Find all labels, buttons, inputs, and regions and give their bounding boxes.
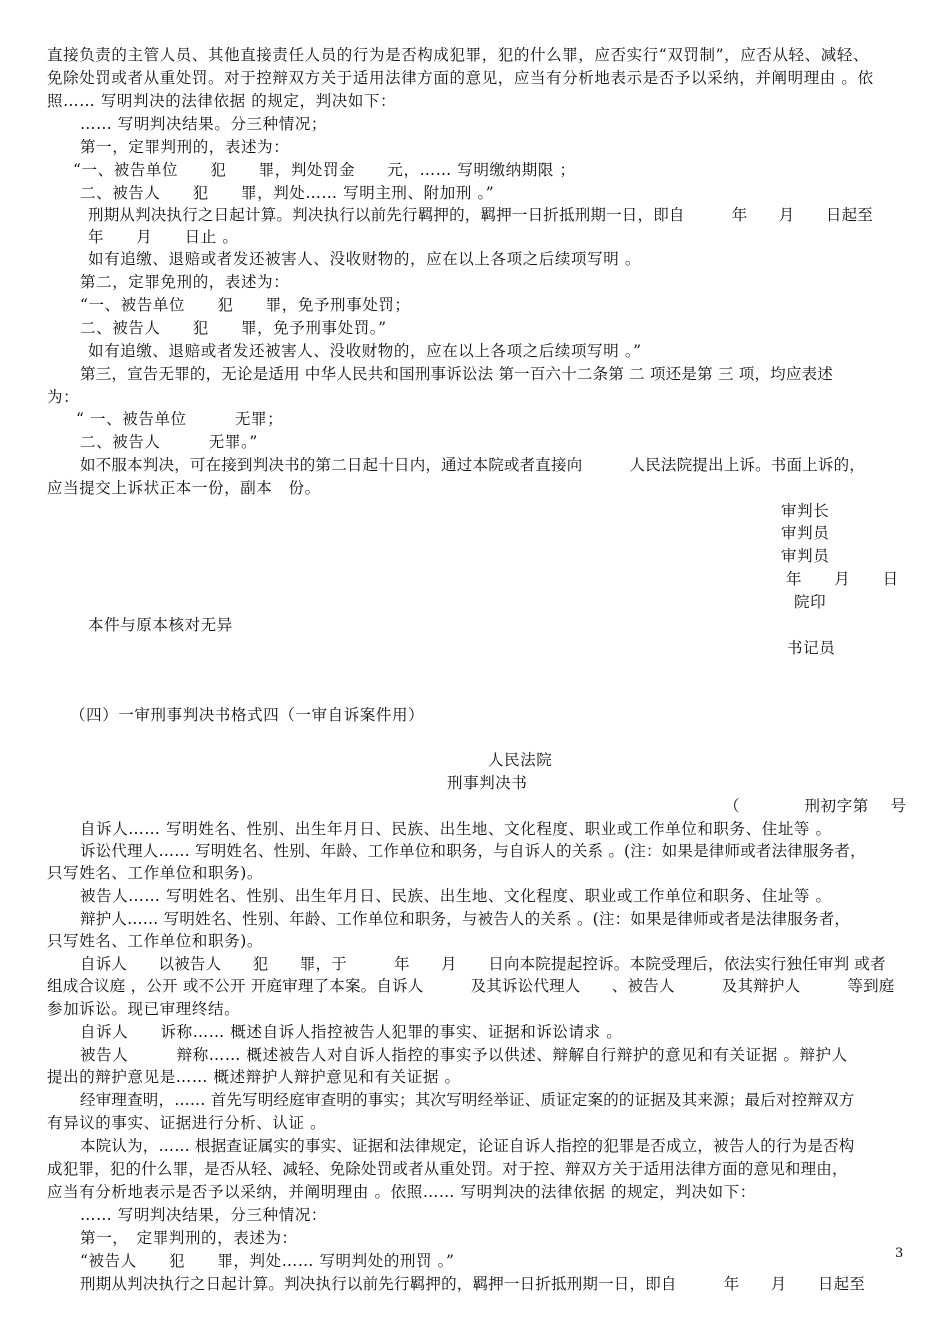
text-line-13: 二、被告人 犯 罪，免予刑事处罚。” [80, 319, 387, 337]
text-line-3: 照…… 写明判决的法律依据 的规定，判决如下： [47, 92, 397, 110]
text-line-42: 被告人 辩称…… 概述被告人对自诉人指控的事实予以供述、辩解自行辩护的意见和有关证据 。辩护人 [80, 1046, 848, 1064]
signature-presiding-judge: 审判长 [781, 502, 830, 520]
text-line-36: 辩护人…… 写明姓名、性别、年龄、工作单位和职务，与被告人的关系 。(注：如果是律师或者是法律服务者， [80, 910, 851, 928]
text-line-19: 如不服本判决，可在接到判决书的第二日起十日内，通过本院或者直接向 人民法院提出上诉。书面上诉的， [80, 456, 866, 474]
document-title: 刑事判决书 [447, 774, 528, 792]
signature-judge-2: 审判员 [781, 547, 830, 565]
text-line-4: …… 写明判决结果。分三种情况； [80, 115, 328, 133]
text-line-1: 直接负责的主管人员、其他直接责任人员的行为是否构成犯罪，犯的什么罪，应否实行“双罚制”，应否从轻、减轻、 [47, 46, 870, 64]
text-line-18: 二、被告人 无罪。” [80, 433, 258, 451]
text-line-2: 免除处罚或者从重处罚。对于控辩双方关于适用法律方面的意见，应当有分析地表示是否予以采纳，并阐明理由 。依 [47, 69, 874, 87]
signature-clerk: 书记员 [787, 639, 836, 657]
court-name-heading: 人民法院 [488, 751, 553, 769]
text-line-15: 第三，宣告无罪的，无论是适用 中华人民共和国刑事诉讼法 第一百六十二条第 二 项还是第 三 项，均应表述 [80, 365, 833, 383]
text-line-49: …… 写明判决结果，分三种情况： [80, 1206, 328, 1224]
text-line-8: 刑期从判决执行之日起计算。判决执行以前先行羁押的，羁押一日折抵刑期一日，即自 年 月 日起至 [88, 206, 874, 224]
text-line-52: 刑期从判决执行之日起计算。判决执行以前先行羁押的，羁押一日折抵刑期一日，即自 年 月 日起至 [80, 1275, 866, 1293]
text-line-51: “被告人 犯 罪，判处…… 写明判处的刑罚 。” [80, 1252, 455, 1270]
text-line-20: 应当提交上诉状正本一份，副本 份。 [47, 479, 321, 497]
section-heading: （四）一审刑事判决书格式四（一审自诉案件用） [70, 706, 425, 724]
text-line-48: 应当有分析地表示是否予以采纳，并阐明理由 。依照…… 写明判决的法律依据 的规定，判决如下： [47, 1183, 756, 1201]
verification-note: 本件与原本核对无异 [88, 616, 233, 634]
text-line-33: 诉讼代理人…… 写明姓名、性别、年龄、工作单位和职务，与自诉人的关系 。(注：如果是律师或者法律服务者， [80, 842, 866, 860]
text-line-11: 第二，定罪免刑的，表述为： [80, 273, 290, 291]
page-number: 3 [895, 1246, 904, 1261]
text-line-14: 如有追缴、退赔或者发还被害人、没收财物的，应在以上各项之后续项写明 。” [88, 342, 642, 360]
text-line-10: 如有追缴、退赔或者发还被害人、没收财物的，应在以上各项之后续项写明 。 [88, 250, 641, 268]
text-line-45: 有异议的事实、证据进行分析、认证 。 [47, 1114, 327, 1132]
text-line-35: 被告人…… 写明姓名、性别、出生年月日、民族、出生地、文化程度、职业或工作单位和职务、住址等 。 [80, 887, 832, 905]
text-line-40: 参加诉讼。现已审理终结。 [47, 1000, 241, 1018]
text-line-46: 本院认为，…… 根据查证属实的事实、证据和法律规定，论证自诉人指控的犯罪是否成立，被告人的行为是否构 [80, 1137, 855, 1155]
text-line-38: 自诉人 以被告人 犯 罪，于 年 月 日向本院提起控诉。本院受理后，依法实行独任审判 或者 [80, 955, 886, 973]
text-line-37: 只写姓名、工作单位和职务)。 [47, 932, 263, 950]
text-line-39: 组成合议庭 ，公开 或不公开 开庭审理了本案。自诉人 及其诉讼代理人 、被告人 及其辩护人 等到庭 [47, 977, 895, 995]
text-line-12: “一、被告单位 犯 罪，免予刑事处罚； [80, 296, 411, 314]
text-line-34: 只写姓名、工作单位和职务)。 [47, 864, 263, 882]
text-line-16: 为： [47, 388, 80, 406]
case-number: （ 刑初字第 号 [724, 797, 907, 815]
text-line-9: 年 月 日止 。 [88, 228, 239, 246]
text-line-50: 第一， 定罪判刑的，表述为： [80, 1229, 298, 1247]
text-line-41: 自诉人 诉称…… 概述自诉人指控被告人犯罪的事实、证据和诉讼请求 。 [80, 1023, 623, 1041]
text-line-6: “一、被告单位 犯 罪，判处罚金 元，…… 写明缴纳期限 ； [73, 161, 576, 179]
text-line-7: 二、被告人 犯 罪，判处…… 写明主刑、附加刑 。” [80, 184, 495, 202]
text-line-5: 第一，定罪判刑的，表述为： [80, 138, 290, 156]
text-line-17: “ 一、被告单位 无罪； [76, 410, 284, 428]
text-line-32: 自诉人…… 写明姓名、性别、出生年月日、民族、出生地、文化程度、职业或工作单位和职务、住址等 。 [80, 820, 832, 838]
signature-date: 年 月 日 [786, 570, 899, 588]
signature-judge-1: 审判员 [781, 524, 830, 542]
text-line-47: 成犯罪，犯的什么罪，是否从轻、减轻、免除处罚或者从重处罚。对于控、辩双方关于适用法律方面的意见和理由， [47, 1160, 848, 1178]
text-line-43: 提出的辩护意见是…… 概述辩护人辩护意见和有关证据 。 [47, 1068, 461, 1086]
court-seal-label: 院印 [794, 593, 827, 611]
text-line-44: 经审理查明，…… 首先写明经庭审查明的事实；其次写明经举证、质证定案的的证据及其来源；最后对控辩双方 [80, 1091, 855, 1109]
